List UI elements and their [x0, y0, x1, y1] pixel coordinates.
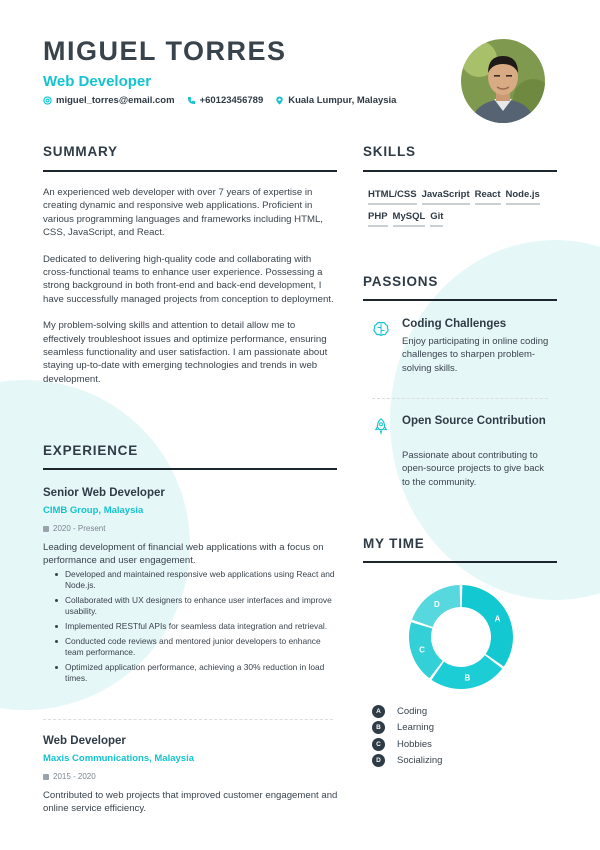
location-text: Kuala Lumpur, Malaysia	[288, 95, 397, 106]
passion-title: Coding Challenges	[402, 318, 507, 330]
legend-key-badge: D	[372, 754, 385, 767]
time-donut-chart	[405, 581, 517, 693]
achievement-item: Implemented RESTful APIs for seamless data integration and retrieval.	[54, 621, 338, 632]
achievement-item: Conducted code reviews and mentored junior developers to enhance team performance.	[54, 636, 338, 658]
brain-icon	[372, 320, 390, 338]
summary-paragraph: Dedicated to delivering high-quality code and collaborating with cross-functional teams to enhance user experience. Possessing a strong background in both front-end and back-end development, I have successfully managed projects from conception to deployment.	[43, 253, 334, 305]
job-dates	[43, 524, 105, 533]
rocket-icon	[372, 417, 390, 435]
at-icon	[43, 96, 52, 105]
summary-divider	[43, 170, 337, 172]
skill-tag: MySQL	[393, 211, 426, 227]
skill-tag: React	[475, 189, 501, 205]
email-text: miguel_torres@email.com	[56, 95, 175, 106]
passions-heading: PASSIONS	[363, 274, 439, 289]
skills-list	[368, 189, 558, 227]
experience-heading: EXPERIENCE	[43, 443, 139, 458]
candidate-title: Web Developer	[43, 73, 152, 90]
achievement-item: Developed and maintained responsive web applications using React and Node.js.	[54, 569, 338, 591]
legend-label: Socializing	[397, 755, 443, 767]
my-time-divider	[363, 561, 557, 563]
legend-item	[372, 736, 442, 753]
job-dates	[43, 772, 96, 781]
donut-slice-label: B	[464, 673, 471, 683]
job-achievements	[54, 569, 338, 688]
donut-slice-hobbies	[409, 622, 443, 678]
phone-text: +60123456789	[199, 95, 264, 106]
skills-heading: SKILLS	[363, 144, 416, 159]
achievement-item: Optimized application performance, achieving a 30% reduction in load times.	[54, 662, 338, 684]
job-title: Web Developer	[43, 735, 126, 747]
summary-text	[43, 186, 338, 399]
contact-location	[275, 95, 396, 106]
summary-paragraph: An experienced web developer with over 7 years of expertise in creating dynamic and responsive web applications. Proficient in various programming languages and frameworks including HTML, CSS, JavaScript, and React.	[43, 187, 323, 239]
skill-tag: JavaScript	[422, 189, 470, 205]
donut-slice-label: C	[419, 645, 425, 655]
passion-separator	[372, 398, 548, 399]
legend-label: Coding	[397, 705, 428, 717]
passions-divider	[363, 299, 557, 301]
legend-key-badge: C	[372, 738, 385, 751]
job-separator	[43, 719, 333, 720]
phone-icon	[187, 96, 196, 105]
passion-title: Open Source Contribution	[402, 415, 546, 427]
achievement-item: Collaborated with UX designers to enhance user interfaces and improve usability.	[54, 595, 338, 617]
legend-item	[372, 753, 442, 770]
time-legend	[372, 703, 442, 769]
donut-slice-label: A	[494, 614, 501, 624]
profile-photo	[461, 39, 545, 123]
job-description: Contributed to web projects that improved customer engagement and online service efficiency.	[43, 790, 338, 814]
legend-key-badge: B	[372, 721, 385, 734]
skills-divider	[363, 170, 557, 172]
experience-divider	[43, 468, 337, 470]
contact-email[interactable]	[43, 95, 175, 106]
skill-tag: Git	[430, 211, 443, 227]
job-company: CIMB Group, Malaysia	[43, 505, 144, 516]
skill-tag: HTML/CSS	[368, 189, 417, 205]
contact-info	[43, 95, 396, 106]
passion-description: Enjoy participating in online coding challenges to sharpen problem-solving skills.	[402, 336, 549, 374]
passion-description: Passionate about contributing to open-source projects to give back to the community.	[402, 450, 545, 488]
legend-label: Learning	[397, 722, 434, 734]
summary-heading: SUMMARY	[43, 144, 118, 159]
job-title: Senior Web Developer	[43, 487, 165, 499]
donut-slice-coding	[462, 585, 513, 666]
location-pin-icon	[275, 96, 284, 105]
legend-label: Hobbies	[397, 738, 432, 750]
skill-tag: Node.js	[506, 189, 540, 205]
legend-key-badge: A	[372, 705, 385, 718]
job-company: Maxis Communications, Malaysia	[43, 753, 194, 764]
summary-paragraph: My problem-solving skills and attention to detail allow me to effectively troubleshoot issues and optimize performance, ensuring seamless functionality and user satisfaction. I am passionate about staying up-to-date with emerging technologies and trends in web development.	[43, 320, 328, 385]
job-description: Leading development of financial web applications with a focus on performance and user engagement.	[43, 542, 324, 566]
donut-slice-label: D	[434, 599, 440, 609]
calendar-icon	[43, 774, 49, 780]
skill-tag: PHP	[368, 211, 388, 227]
contact-phone[interactable]	[187, 95, 264, 106]
legend-item	[372, 720, 442, 737]
my-time-heading: MY TIME	[363, 536, 425, 551]
candidate-name: MIGUEL TORRES	[43, 36, 287, 66]
legend-item	[372, 703, 442, 720]
calendar-icon	[43, 526, 49, 532]
donut-slice-learning	[432, 655, 503, 689]
job-dates-text: 2015 - 2020	[53, 772, 96, 781]
job-dates-text: 2020 - Present	[53, 524, 106, 533]
